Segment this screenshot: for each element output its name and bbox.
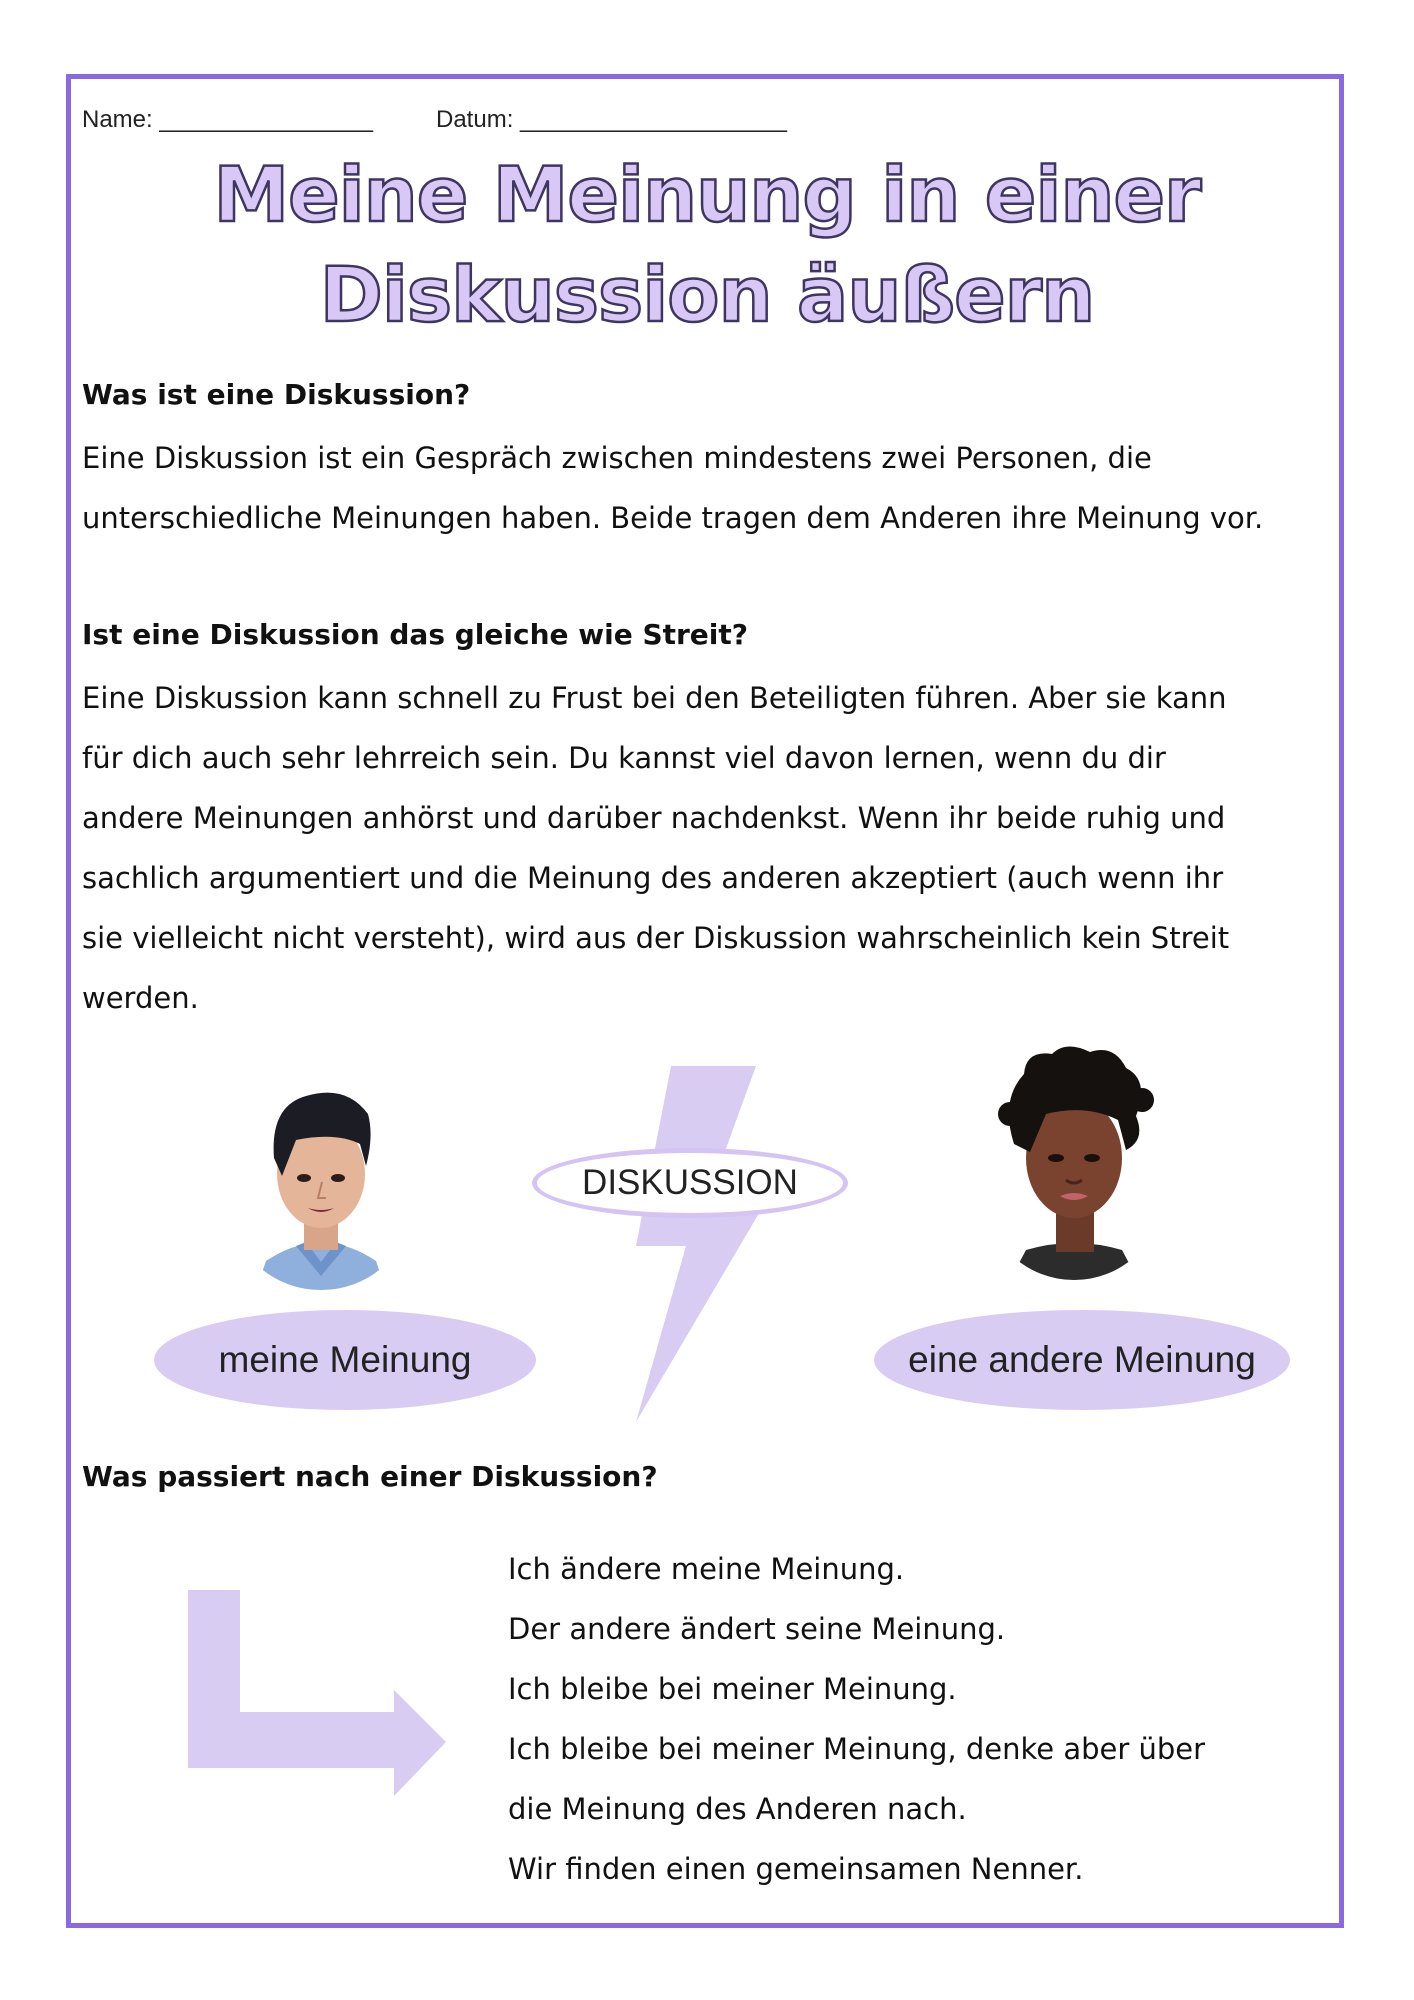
person-left-avatar <box>236 1066 406 1290</box>
list-item: Ich bleibe bei meiner Meinung, denke aber über <box>508 1732 1206 1766</box>
list-item: Ich ändere meine Meinung. <box>508 1552 905 1586</box>
title-line-1: Meine Meinung in einer <box>213 150 1201 239</box>
section-heading-what-is-discussion: Was ist eine Diskussion? <box>82 378 471 411</box>
paragraph-line: für dich auch sehr lehrreich sein. Du kannst viel davon lernen, wenn du dir <box>82 741 1166 775</box>
paragraph-discussion-vs-argument <box>82 668 1332 1028</box>
paragraph-line: sie vielleicht nicht versteht), wird aus der Diskussion wahrscheinlich kein Streit <box>82 921 1230 955</box>
paragraph-line: sachlich argumentiert und die Meinung des anderen akzeptiert (auch wenn ihr <box>82 861 1224 895</box>
other-opinion-label: eine andere Meinung <box>874 1310 1290 1410</box>
person-right-avatar <box>986 1040 1166 1280</box>
list-item: Der andere ändert seine Meinung. <box>508 1612 1006 1646</box>
paragraph-what-is-discussion <box>82 428 1332 548</box>
paragraph-line: unterschiedliche Meinungen haben. Beide tragen dem Anderen ihre Meinung vor. <box>82 501 1264 535</box>
list-item: Ich bleibe bei meiner Meinung. <box>508 1672 957 1706</box>
outcome-list <box>508 1539 1205 1899</box>
bent-arrow-right-icon <box>188 1590 448 1798</box>
name-field-label: Name: ________________ <box>82 106 373 133</box>
date-field-label: Datum: ____________________ <box>436 106 787 133</box>
my-opinion-label: meine Meinung <box>154 1310 536 1410</box>
section-heading-after-discussion: Was passiert nach einer Diskussion? <box>82 1460 658 1493</box>
discussion-label: DISKUSSION <box>532 1148 848 1218</box>
paragraph-line: werden. <box>82 981 199 1015</box>
paragraph-line: Eine Diskussion kann schnell zu Frust bei den Beteiligten führen. Aber sie kann <box>82 681 1227 715</box>
list-item: Wir finden einen gemeinsamen Nenner. <box>508 1852 1084 1886</box>
paragraph-line: andere Meinungen anhörst und darüber nachdenkst. Wenn ihr beide ruhig und <box>82 801 1226 835</box>
list-item: die Meinung des Anderen nach. <box>508 1792 967 1826</box>
paragraph-line: Eine Diskussion ist ein Gespräch zwischen mindestens zwei Personen, die <box>82 441 1152 475</box>
title-line-2: Diskussion äußern <box>319 250 1095 339</box>
section-heading-discussion-vs-argument: Ist eine Diskussion das gleiche wie Streit? <box>82 618 749 651</box>
lightning-bolt-icon <box>636 1066 806 1422</box>
